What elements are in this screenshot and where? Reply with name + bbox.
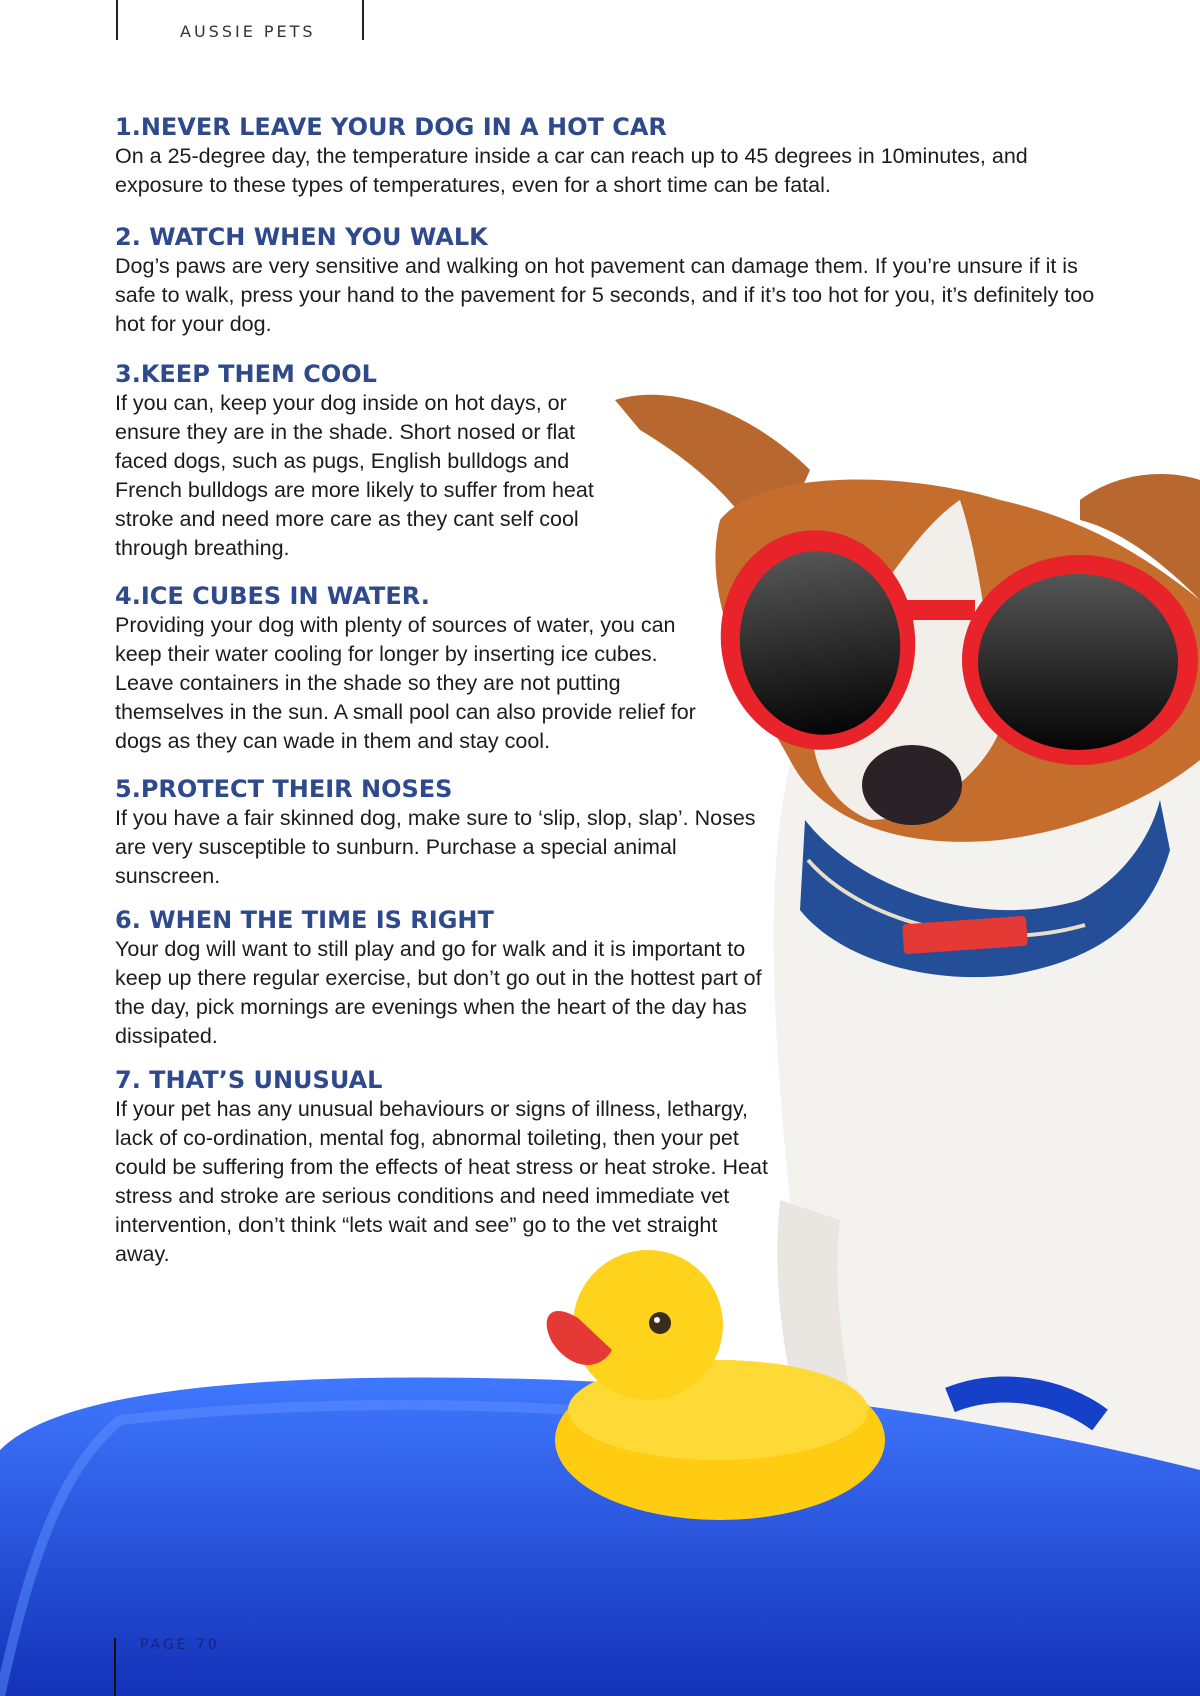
tip-6 [115,905,770,1051]
header-divider-right [362,0,364,40]
tip-5 [115,774,770,891]
tip-heading: 4.ICE CUBES IN WATER. [115,582,430,610]
tip-body: If you can, keep your dog inside on hot days, or ensure they are in the shade. Short nosed or flat faced dogs, such as pugs, English bulldogs and French bulldogs are more likely to suffer from heat stroke and need more care as they cant self cool through breathing. [115,391,594,560]
tip-body: Dog’s paws are very sensitive and walking on hot pavement can damage them. If you’re unsure if it is safe to walk, press your hand to the pavement for 5 seconds, and if it’s too hot for you, it’s definitely too hot for your dog. [115,254,1095,336]
tip-heading: 3.KEEP THEM COOL [115,360,377,388]
tip-1 [115,112,1095,200]
tip-3 [115,359,615,563]
tip-heading: 5.PROTECT THEIR NOSES [115,775,453,803]
brand-label: AUSSIE PETS [180,22,316,41]
tip-body: Providing your dog with plenty of sources of water, you can keep their water cooling for longer by inserting ice cubes. Leave containers in the shade so they are not putting themselves in the sun. A small pool can also provide relief for dogs as they can wade in them and stay cool. [115,613,696,753]
tip-body: Your dog will want to still play and go for walk and it is important to keep up there regular exercise, but don’t go out in the hottest part of the day, pick mornings are evenings when the heart of the day has dissipated. [115,937,762,1048]
tip-2 [115,222,1095,339]
article [115,112,1095,1269]
tip-body: If you have a fair skinned dog, make sure to ‘slip, slop, slap’. Noses are very susceptible to sunburn. Purchase a special animal sunscreen. [115,806,756,888]
header-divider-left [116,0,118,40]
tip-4 [115,581,705,756]
tip-body: If your pet has any unusual behaviours or signs of illness, lethargy, lack of co-ordination, mental fog, abnormal toileting, then your pet could be suffering from the effects of heat stress or heat stroke. Heat stress and stroke are serious conditions and need immediate vet intervention, don’t think “lets wait and see” go to the vet straight away. [115,1097,768,1266]
tip-7 [115,1065,770,1269]
footer-divider [114,1638,116,1696]
tip-heading: 7. THAT’S UNUSUAL [115,1066,383,1094]
tip-heading: 2. WATCH WHEN YOU WALK [115,223,488,251]
tip-heading: 1.NEVER LEAVE YOUR DOG IN A HOT CAR [115,113,667,141]
tip-heading: 6. WHEN THE TIME IS RIGHT [115,906,494,934]
page-number: PAGE 70 [140,1637,220,1653]
tip-body: On a 25-degree day, the temperature inside a car can reach up to 45 degrees in 10minutes, and exposure to these types of temperatures, even for a short time can be fatal. [115,144,1028,197]
